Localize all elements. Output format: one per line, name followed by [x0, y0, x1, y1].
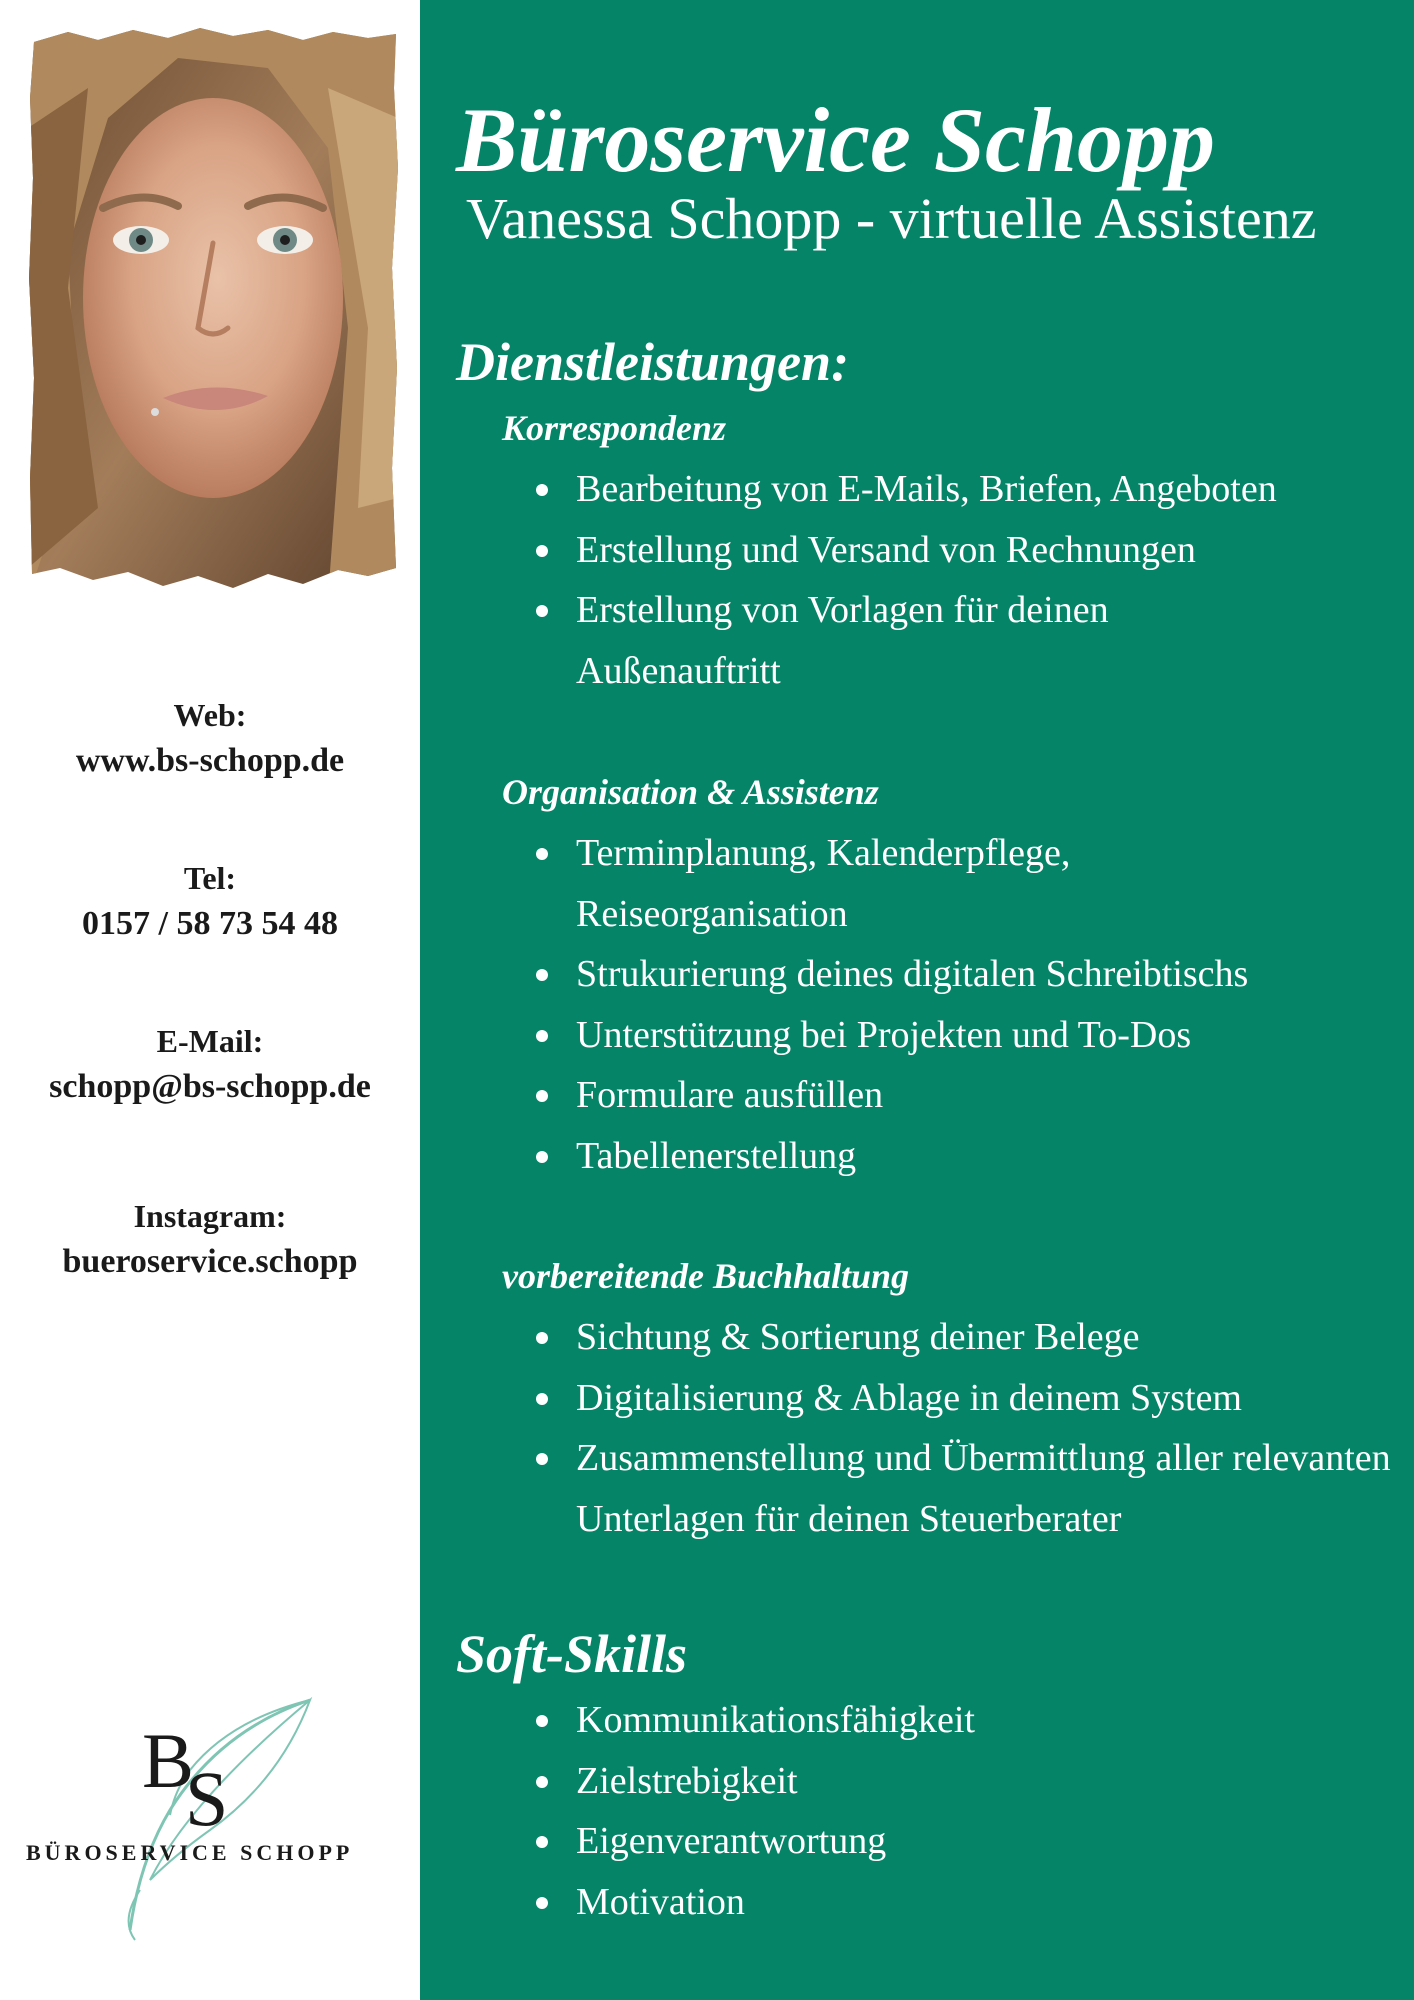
logo-letter-b: B: [142, 1717, 195, 1804]
contact-web: [0, 695, 420, 787]
list-item: Eigenverantwortung: [576, 1811, 1414, 1872]
list-item: Strukurierung deines digitalen Schreibtischs: [576, 944, 1414, 1005]
list-item: Unterstützung bei Projekten und To-Dos: [576, 1005, 1414, 1066]
list-item: Formulare ausfüllen: [576, 1065, 1414, 1126]
list-item: Zusammenstellung und Übermittlung aller relevanten Unterlagen für deinen Steuerberater: [576, 1428, 1414, 1549]
services-heading: Dienstleistungen:: [456, 332, 850, 392]
organisation-list: [520, 823, 1414, 1186]
list-item: Zielstrebigkeit: [576, 1751, 1414, 1812]
web-link[interactable]: www.bs-schopp.de: [75, 742, 345, 779]
portrait-photo: [28, 28, 398, 598]
list-item: Motivation: [576, 1872, 1414, 1933]
logo-text: BÜROSERVICE SCHOPP: [26, 1840, 354, 1865]
list-item: Bearbeitung von E-Mails, Briefen, Angeboten: [576, 459, 1414, 520]
phone-number[interactable]: 0157 / 58 73 54 48: [82, 905, 338, 942]
list-item: Sichtung & Sortierung deiner Belege: [576, 1307, 1414, 1368]
email-label: E-Mail:: [156, 1023, 264, 1059]
logo-letter-s: S: [185, 1755, 229, 1842]
contact-column: [0, 0, 420, 2000]
softskills-heading: Soft-Skills: [456, 1624, 688, 1684]
list-item: Terminplanung, Kalenderpflege, Reiseorganisation: [576, 823, 1196, 944]
list-item: Erstellung von Vorlagen für deinen Außenauftritt: [576, 580, 1196, 701]
correspondence-list: [520, 459, 1414, 701]
instagram-handle[interactable]: bueroservice.schopp: [62, 1243, 358, 1280]
softskills-list: [520, 1690, 1414, 1932]
email-address[interactable]: schopp@bs-schopp.de: [49, 1068, 371, 1105]
bookkeeping-list: [520, 1307, 1414, 1549]
list-item: Digitalisierung & Ablage in deinem System: [576, 1368, 1414, 1429]
page-subtitle: Vanessa Schopp - virtuelle Assistenz: [466, 186, 1317, 251]
category-correspondence: Korrespondenz: [502, 408, 727, 448]
instagram-label: Instagram:: [133, 1198, 287, 1234]
web-label: Web:: [173, 697, 247, 733]
list-item: Erstellung und Versand von Rechnungen: [576, 520, 1414, 581]
contact-phone: [0, 858, 420, 950]
services-column: [420, 0, 1414, 2000]
list-item: Tabellenerstellung: [576, 1126, 1414, 1187]
company-logo: [20, 1690, 400, 1950]
list-item: Kommunikationsfähigkeit: [576, 1690, 1414, 1751]
contact-instagram: [0, 1196, 420, 1288]
contact-email: [0, 1021, 420, 1113]
phone-label: Tel:: [183, 860, 237, 896]
category-bookkeeping: vorbereitende Buchhaltung: [502, 1256, 910, 1296]
category-organisation: Organisation & Assistenz: [502, 772, 879, 812]
page-title: Büroservice Schopp: [456, 89, 1215, 191]
